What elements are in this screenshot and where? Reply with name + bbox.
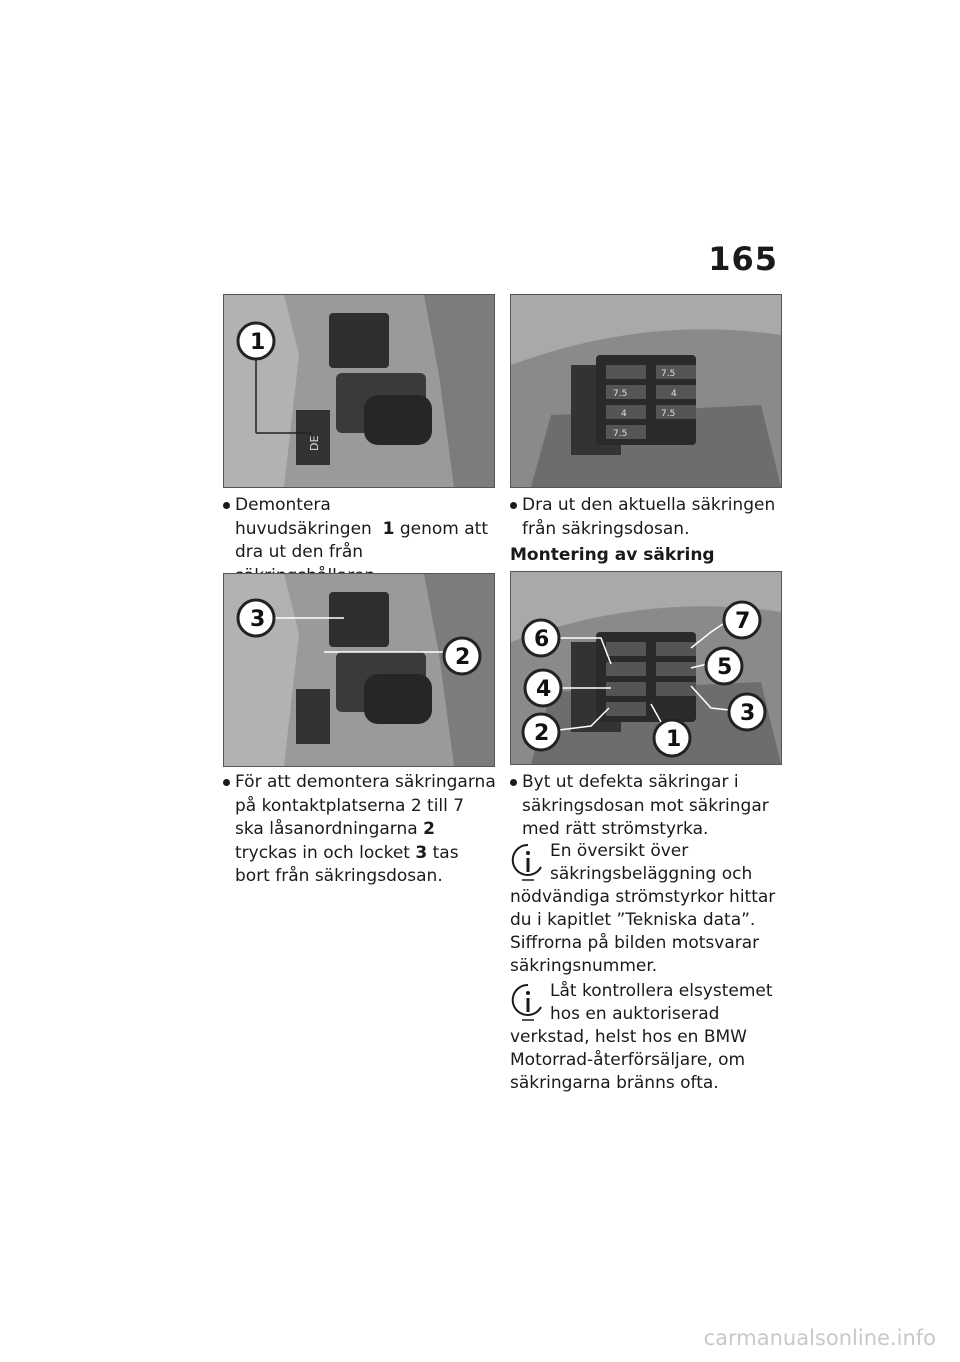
note-2-text: Låt kontrollera elsystemet hos en auktoriserad verkstad, helst hos en BMW Motorrad-återförsäljare, om säkringarna bränns ofta.: [510, 981, 773, 1093]
photo-fuse-positions: [510, 571, 782, 765]
section-heading: Montering av säkring: [510, 545, 715, 565]
fuse-box-illustration: [511, 295, 781, 487]
svg-text:3: 3: [740, 701, 756, 726]
callout-7: [724, 602, 760, 638]
note-2: [510, 980, 785, 1095]
step-1-ref: 1: [382, 518, 395, 539]
svg-text:2: 2: [455, 645, 471, 670]
svg-text:4: 4: [536, 677, 552, 702]
info-icon: [510, 842, 546, 884]
callout-1: [654, 720, 690, 756]
step-2-ref-b: 3: [415, 842, 428, 863]
svg-text:1: 1: [666, 727, 682, 752]
fuse-positions-illustration: [511, 572, 781, 764]
step-2-ref-a: 2: [423, 819, 435, 839]
fuse-label: 7.5: [613, 429, 628, 439]
step-2-text-a: För att demontera säkringarna på kontaktplatserna 2 till 7 ska låsanordningarna: [235, 772, 496, 839]
fuse-label: 4: [671, 389, 677, 399]
info-icon: [510, 982, 546, 1024]
callout-2: [444, 638, 480, 674]
housing-label: DE: [308, 435, 321, 451]
step-2: [223, 771, 498, 889]
step-3-text: Dra ut den aktuella säkringen från säkringsdosan.: [522, 495, 776, 539]
note-1-text: En översikt över säkringsbeläggning och nödvändiga strömstyrkor hittar du i kapitlet ”Tekniska data”. Siffrorna på bilden motsvarar säkringsnummer.: [510, 841, 776, 976]
svg-text:1: 1: [250, 330, 266, 355]
watermark: carmanualsonline.info: [703, 1326, 936, 1350]
callout-6: [523, 620, 559, 656]
callout-5: [706, 648, 742, 684]
note-1: [510, 840, 785, 978]
callout-4: [525, 670, 561, 706]
svg-text:6: 6: [534, 627, 550, 652]
callout-3: [238, 600, 274, 636]
fuse-label: 7.5: [661, 409, 676, 419]
fuse-label: 7.5: [661, 369, 676, 379]
fuse-label: 7.5: [613, 389, 628, 399]
step-1-text-cont: genom att dra ut den från: [235, 518, 489, 562]
step-2-text-c: tas bort från säkringsdosan.: [235, 842, 459, 886]
fuse-holder-illustration: [224, 295, 494, 487]
photo-fuse-cover: [223, 573, 495, 767]
callout-1: [238, 323, 274, 359]
step-4-text: Byt ut defekta säkringar i säkringsdosan mot säkringar med rätt strömstyrka.: [522, 772, 769, 839]
fuse-label: 4: [621, 409, 627, 419]
step-2-text-b: tryckas in och locket: [235, 842, 410, 863]
step-1-text: Demontera huvudsäkringen: [235, 495, 372, 539]
step-3: [510, 494, 782, 541]
svg-text:3: 3: [250, 607, 266, 632]
svg-text:5: 5: [717, 655, 733, 680]
callout-3: [729, 694, 765, 730]
callout-2: [523, 714, 559, 750]
fuse-cover-illustration: [224, 574, 494, 766]
svg-text:7: 7: [735, 609, 751, 634]
page-number: 165: [708, 240, 778, 278]
photo-main-fuse: [223, 294, 495, 488]
photo-fuse-box: [510, 294, 782, 488]
step-4: [510, 771, 782, 842]
svg-text:2: 2: [534, 721, 550, 746]
